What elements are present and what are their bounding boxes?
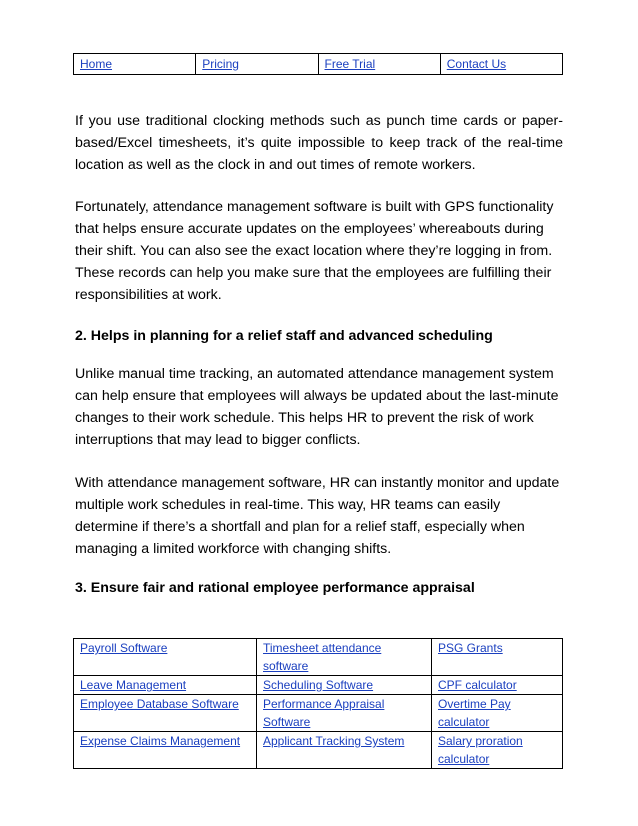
links-cell — [74, 639, 257, 676]
nav-cell — [196, 54, 318, 75]
link-overtime-pay-calculator[interactable]: Overtime Pay calculator — [438, 697, 511, 729]
link-applicant-tracking-system[interactable]: Applicant Tracking System — [263, 734, 405, 748]
links-cell — [432, 732, 563, 769]
link-salary-proration-calculator[interactable]: Salary proration calculator — [438, 734, 523, 766]
paragraph-1: If you use traditional clocking methods such as punch time cards or paper-based/Excel timesheets, it’s quite impossible to keep track of the real-time location as well as the clock in and out times of remote workers. — [75, 113, 563, 173]
links-row — [74, 732, 563, 769]
links-cell — [257, 732, 432, 769]
nav-link-home[interactable]: Home — [80, 57, 113, 71]
links-cell — [432, 676, 563, 695]
link-expense-claims-management[interactable]: Expense Claims Management — [80, 734, 241, 748]
link-leave-management[interactable]: Leave Management — [80, 678, 187, 692]
link-performance-appraisal-software[interactable]: Performance Appraisal Software — [263, 697, 385, 729]
section-heading-2: 2. Helps in planning for a relief staff and advanced scheduling — [75, 328, 493, 344]
nav-table — [73, 53, 563, 75]
paragraph-2: Fortunately, attendance management software is built with GPS functionality that helps ensure accurate updates on the employees’ whereabouts during their shift. You can also see the exact location where they’re logging in from. These records can help you make sure that the employees are fulfilling their responsibilities at work. — [75, 199, 554, 303]
link-scheduling-software[interactable]: Scheduling Software — [263, 678, 374, 692]
links-table — [73, 638, 563, 769]
section-heading-3: 3. Ensure fair and rational employee performance appraisal — [75, 580, 475, 596]
links-cell — [432, 695, 563, 732]
paragraph-4: With attendance management software, HR can instantly monitor and update multiple work schedules in real-time. This way, HR teams can easily determine if there’s a shortfall and plan for a relief staff, especially when managing a limited workforce with changing shifts. — [75, 475, 560, 557]
links-cell — [74, 676, 257, 695]
link-employee-database-software[interactable]: Employee Database Software — [80, 697, 239, 711]
nav-link-contact-us[interactable]: Contact Us — [446, 57, 507, 71]
nav-cell — [74, 54, 196, 75]
links-row — [74, 639, 563, 676]
link-timesheet-attendance-software[interactable]: Timesheet attendance software — [263, 641, 382, 673]
paragraph-3: Unlike manual time tracking, an automated attendance management system can help ensure that employees will always be updated about the last-minute changes to their work schedule. This helps HR to prevent the risk of work interruptions that may lead to bigger conflicts. — [75, 366, 559, 448]
links-row — [74, 676, 563, 695]
links-cell — [257, 639, 432, 676]
nav-link-pricing[interactable]: Pricing — [202, 57, 239, 71]
nav-cell — [440, 54, 562, 75]
links-cell — [257, 676, 432, 695]
links-row — [74, 695, 563, 732]
link-payroll-software[interactable]: Payroll Software — [80, 641, 168, 655]
link-psg-grants[interactable]: PSG Grants — [438, 641, 503, 655]
links-cell — [432, 639, 563, 676]
nav-cell — [318, 54, 440, 75]
links-cell — [74, 695, 257, 732]
links-cell — [74, 732, 257, 769]
links-cell — [257, 695, 432, 732]
nav-link-free-trial[interactable]: Free Trial — [324, 57, 376, 71]
nav-row — [74, 54, 563, 75]
link-cpf-calculator[interactable]: CPF calculator — [438, 678, 517, 692]
